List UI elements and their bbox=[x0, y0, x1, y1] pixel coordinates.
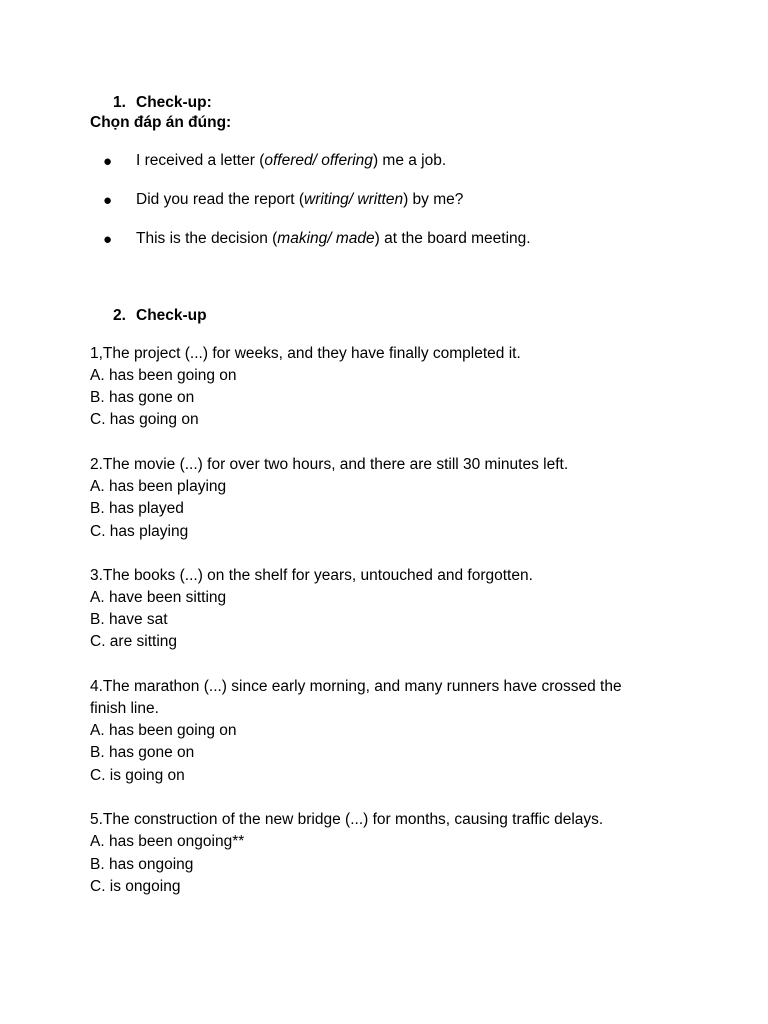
section-2-number: 2. bbox=[113, 307, 126, 324]
section-2-title: Check-up bbox=[136, 307, 207, 324]
question-stem: 4.The marathon (...) since early morning, and many runners have crossed the bbox=[90, 678, 622, 695]
section-1-instruction: Chọn đáp án đúng: bbox=[90, 114, 232, 131]
answer-option: B. has gone on bbox=[90, 389, 195, 406]
question-stem: 2.The movie (...) for over two hours, and there are still 30 minutes left. bbox=[90, 456, 569, 473]
answer-option: A. have been sitting bbox=[90, 589, 227, 606]
answer-option: A. has been playing bbox=[90, 478, 227, 495]
answer-option: B. have sat bbox=[90, 611, 168, 628]
answer-option: B. has ongoing bbox=[90, 856, 194, 873]
bullet-dot-icon: ● bbox=[103, 192, 113, 209]
answer-option: A. has been ongoing** bbox=[90, 833, 245, 850]
question-stem: 3.The books (...) on the shelf for years, untouched and forgotten. bbox=[90, 567, 533, 584]
answer-option: C. are sitting bbox=[90, 633, 178, 650]
answer-option: A. has been going on bbox=[90, 722, 237, 739]
question-stem: 1,The project (...) for weeks, and they have finally completed it. bbox=[90, 345, 521, 362]
question-stem-continued: finish line. bbox=[90, 700, 159, 717]
bullet-dot-icon: ● bbox=[103, 231, 113, 248]
answer-option: B. has gone on bbox=[90, 744, 195, 761]
answer-option: C. has playing bbox=[90, 523, 189, 540]
question-stem: 5.The construction of the new bridge (...) for months, causing traffic delays. bbox=[90, 811, 604, 828]
answer-option: C. has going on bbox=[90, 411, 199, 428]
bullet-text: Did you read the report (writing/ written) by me? bbox=[136, 191, 464, 208]
answer-option: B. has played bbox=[90, 500, 184, 517]
answer-option: C. is ongoing bbox=[90, 878, 181, 895]
answer-option: A. has been going on bbox=[90, 367, 237, 384]
bullet-dot-icon: ● bbox=[103, 153, 113, 170]
section-1-number: 1. bbox=[113, 94, 126, 111]
answer-option: C. is going on bbox=[90, 767, 185, 784]
bullet-text: This is the decision (making/ made) at the board meeting. bbox=[136, 230, 531, 247]
section-1-title: Check-up: bbox=[136, 94, 212, 111]
bullet-text: I received a letter (offered/ offering) me a job. bbox=[136, 152, 447, 169]
